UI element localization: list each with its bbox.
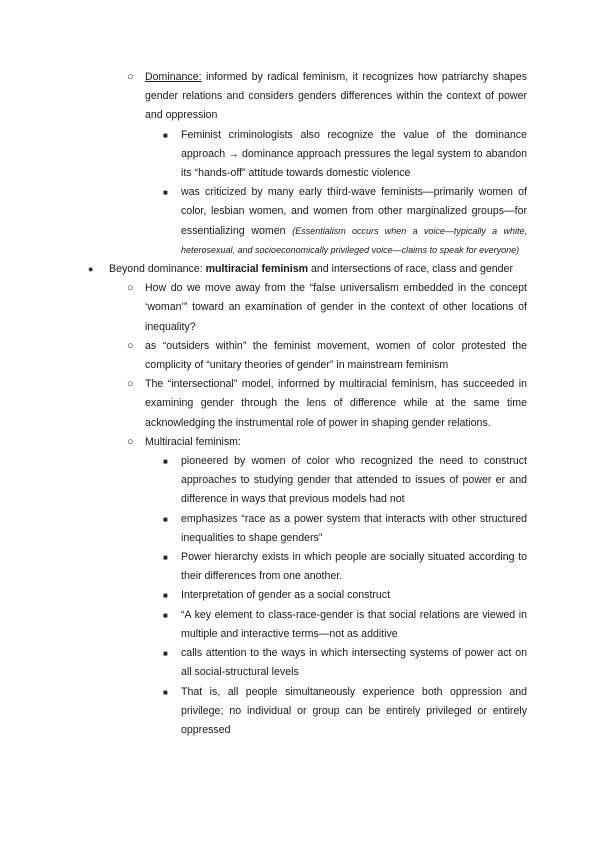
list-item-text: (Essentialism occurs when a voice—typically a white, heterosexual, and socioeconomically privileged voice—claims to speak for everyone) <box>181 225 527 255</box>
list-item-text: Dominance: <box>145 71 202 83</box>
list-item-text: informed by radical feminism, it recognizes how patriarchy shapes gender relations and considers genders differences within the context of power and oppression <box>145 71 527 122</box>
bullet-open-circle-icon: ○ <box>127 435 134 448</box>
list-item <box>0 586 527 605</box>
list-item-text: Beyond dominance: <box>109 263 206 276</box>
bullet-square-icon: ■ <box>163 687 168 697</box>
document-page <box>0 68 600 740</box>
list-item <box>0 548 527 586</box>
list-item-text: multiracial feminism <box>205 263 309 276</box>
list-item-text: Interpretation of gender as a social construct <box>181 589 391 602</box>
bullet-square-icon: ■ <box>163 130 168 140</box>
list-item <box>0 510 527 548</box>
bullet-square-icon: ■ <box>163 514 168 524</box>
list-item-text: That is, all people simultaneously experience both oppression and privilege; no individual or group can be entirely privileged or entirely oppressed <box>181 685 527 736</box>
list-item-text: calls attention to the ways in which intersecting systems of power act on all social-structural levels <box>181 647 527 679</box>
list-item-text: Feminist criminologists also recognize the value of the dominance approach → dominance approach pressures the legal system to abandon its “hands-off” attitude towards domestic violence <box>181 128 527 180</box>
bullet-open-circle-icon: ○ <box>127 282 134 295</box>
bullet-square-icon: ■ <box>163 591 168 601</box>
list-item-text: pioneered by women of color who recognized the need to construct approaches to studying gender that attended to issues of power er and difference in ways that previous models had not <box>181 455 527 506</box>
list-item <box>0 683 527 741</box>
list-item <box>0 126 527 184</box>
bullet-square-icon: ■ <box>163 188 168 198</box>
list-item-text: Power hierarchy exists in which people are socially situated according to their differences from one another. <box>181 551 527 583</box>
list-item-text: emphasizes “race as a power system that interacts with other structured inequalities to shape genders” <box>181 512 527 544</box>
list-item <box>0 452 527 510</box>
list-item-text: “A key element to class-race-gender is that social relations are viewed in multiple and interactive terms—not as additive <box>181 608 527 640</box>
list-item <box>0 433 527 452</box>
bullet-square-icon: ■ <box>163 610 168 620</box>
bullet-open-circle-icon: ○ <box>127 339 134 352</box>
bullet-square-icon: ■ <box>163 649 168 659</box>
bullet-filled-circle-icon: ● <box>88 264 94 275</box>
list-item-text: The “intersectional” model, informed by multiracial feminism, has succeeded in examining gender through the lens of difference while at the same time acknowledging the instrumental role of power in shaping gender relations. <box>145 378 527 429</box>
list-item <box>0 183 527 260</box>
list-item-text: How do we move away from the “false universalism embedded in the concept ‘woman’” toward an examination of gender in the context of other locations of inequality? <box>145 282 527 333</box>
bullet-square-icon: ■ <box>163 553 168 563</box>
list-item <box>0 375 527 433</box>
bullet-open-circle-icon: ○ <box>127 71 134 83</box>
bullet-open-circle-icon: ○ <box>127 378 134 391</box>
list-item <box>0 260 526 279</box>
bullet-square-icon: ■ <box>163 457 168 467</box>
list-item <box>0 279 527 337</box>
list-item <box>0 337 527 375</box>
list-item-text: and intersections of race, class and gender <box>308 263 513 276</box>
list-item <box>0 644 527 682</box>
list-item <box>0 606 527 644</box>
list-item-text: was criticized by many early third-wave feminists—primarily women of color, lesbian women, and women from other marginalized groups—for essentializing women <box>181 186 527 237</box>
list-item <box>0 68 527 126</box>
list-item-text: as “outsiders within” the feminist movement, women of color protested the complicity of “unitary theories of gender” in mainstream feminism <box>145 339 527 372</box>
list-item-text: Multiracial feminism: <box>145 435 241 448</box>
